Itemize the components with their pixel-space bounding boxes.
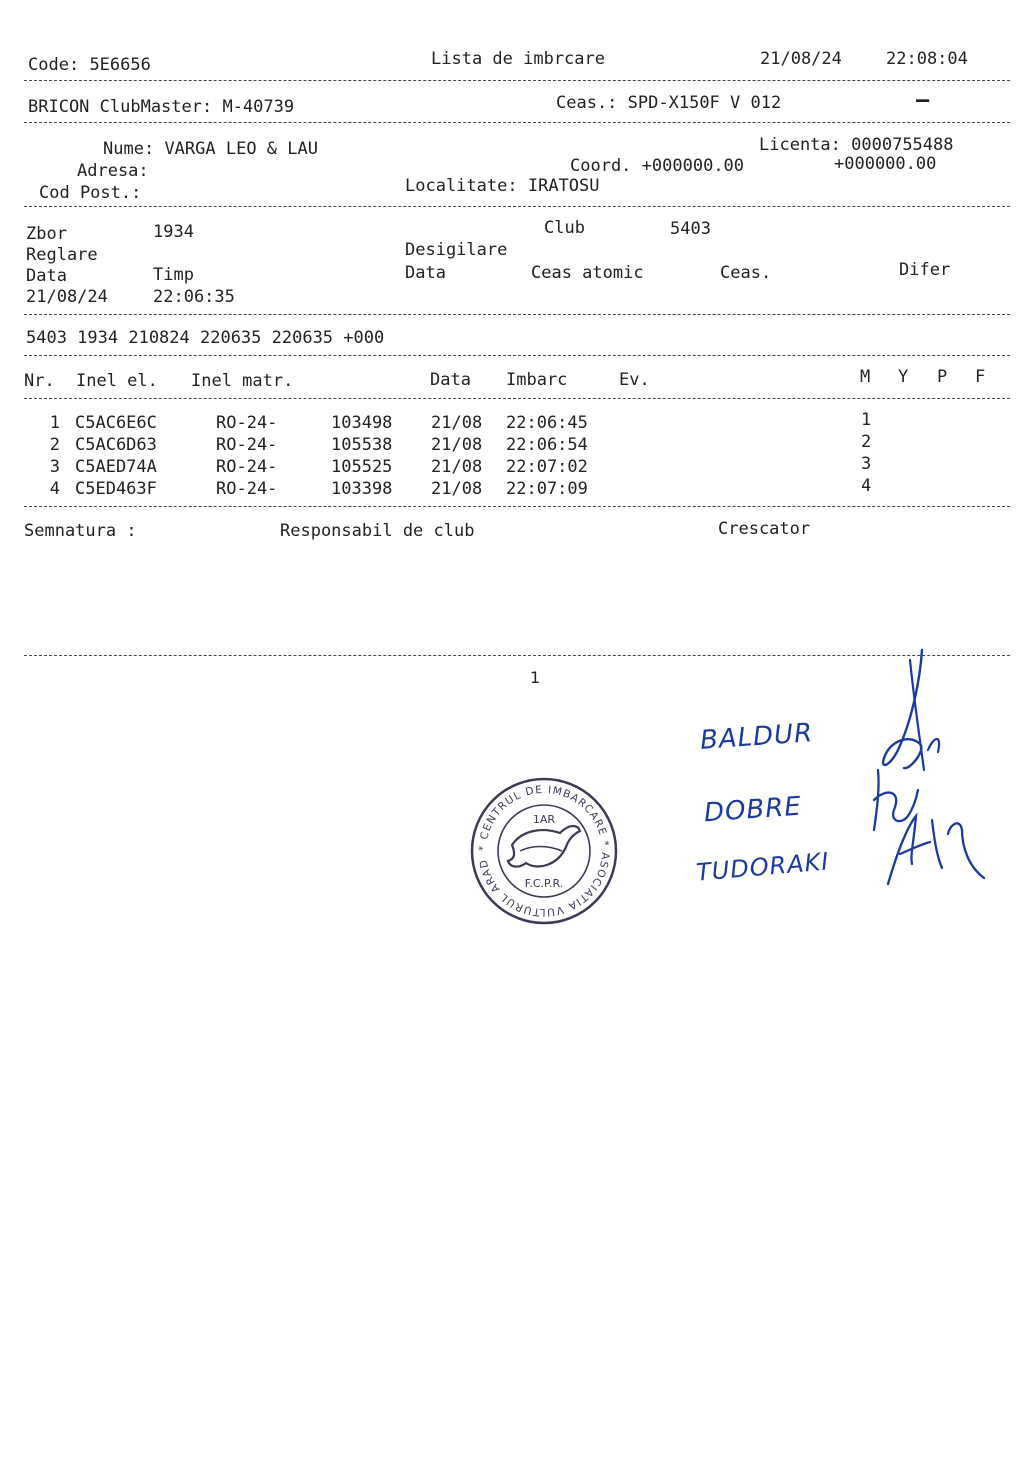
col-m: M	[860, 367, 871, 387]
row-m: 2	[861, 432, 872, 452]
difer-label: Difer	[899, 260, 951, 280]
signature-label: Semnatura :	[24, 521, 137, 541]
club-value: 5403	[670, 219, 711, 239]
row-nr: 1	[49, 413, 60, 433]
col-inel-el: Inel el.	[76, 371, 158, 391]
header-date: 21/08/24	[760, 49, 842, 69]
coord-y: +000000.00	[834, 154, 937, 174]
row-prefix: RO-24-	[216, 435, 278, 455]
code-label	[28, 57, 151, 74]
stamp-outer-textpath: * CENTRUL DE IMBARCARE * ASOCIATIA VULTURUL ARAD	[476, 783, 612, 919]
row-date: 21/08	[431, 413, 483, 433]
col-p: P	[937, 367, 948, 387]
pigeon-wing-icon	[520, 847, 562, 852]
separator	[24, 80, 1010, 81]
row-date: 21/08	[431, 479, 483, 499]
row-prefix: RO-24-	[216, 479, 278, 499]
license-label: Licenta:	[759, 135, 841, 155]
license	[759, 137, 954, 154]
document-title: Lista de imbrcare	[431, 49, 605, 69]
clock-label: Ceas.:	[556, 93, 618, 113]
locality	[405, 178, 600, 195]
row-nr: 2	[49, 435, 60, 455]
summary-line: 5403 1934 210824 220635 220635 +000	[26, 328, 385, 348]
locality-label: Localitate:	[405, 176, 518, 196]
zbor-value: 1934	[153, 222, 194, 242]
reglare-time: 22:06:35	[153, 287, 235, 307]
col-y: Y	[898, 367, 909, 387]
page-number: 1	[530, 668, 541, 687]
row-time: 22:06:54	[506, 435, 588, 455]
coord	[570, 158, 744, 175]
row-matr: 103498	[331, 413, 393, 433]
ceas-label: Ceas.	[720, 263, 772, 283]
handwritten-name-3: TUDORAKI	[695, 847, 831, 887]
separator	[24, 314, 1010, 315]
code-label-text: Code:	[28, 55, 80, 75]
row-date: 21/08	[431, 457, 483, 477]
row-date: 21/08	[431, 435, 483, 455]
locality-value: IRATOSU	[527, 176, 600, 196]
stamp-inner-bottom: F.C.P.R.	[524, 877, 564, 890]
row-prefix: RO-24-	[216, 413, 278, 433]
coord-label: Coord.	[570, 156, 632, 176]
desigilare-label: Desigilare	[405, 240, 508, 260]
row-prefix: RO-24-	[216, 457, 278, 477]
row-time: 22:07:02	[506, 457, 588, 477]
data-label-right: Data	[405, 263, 446, 283]
owner-name-label: Nume:	[103, 139, 155, 159]
row-m: 3	[861, 454, 872, 474]
separator	[24, 398, 1010, 399]
code-value: 5E6656	[89, 55, 151, 75]
postal-label: Cod Post.:	[39, 183, 142, 203]
row-matr: 103398	[331, 479, 393, 499]
separator	[24, 355, 1010, 356]
stamp-outer-text	[477, 784, 611, 918]
handwritten-signatures	[850, 640, 990, 900]
ceas-atomic-label: Ceas atomic	[531, 263, 644, 283]
stamp-inner-top: 1AR	[532, 813, 556, 826]
owner-name-value: VARGA LEO & LAU	[164, 139, 318, 159]
row-time: 22:07:09	[506, 479, 588, 499]
row-m: 4	[861, 476, 872, 496]
dash-mark: —	[916, 88, 930, 113]
handwritten-name-1: BALDUR	[699, 718, 815, 756]
col-inel-matr: Inel matr.	[191, 371, 294, 391]
zbor-label: Zbor	[26, 224, 67, 244]
header-time: 22:08:04	[886, 49, 968, 69]
timp-label: Timp	[153, 265, 194, 285]
license-value: 0000755488	[851, 135, 954, 155]
col-imbarc: Imbarc	[506, 370, 568, 390]
stamp-outer-ring	[472, 779, 616, 923]
row-inel-el: C5ED463F	[75, 479, 157, 499]
row-inel-el: C5AC6E6C	[75, 413, 157, 433]
club-label: Club	[544, 218, 585, 238]
row-matr: 105525	[331, 457, 393, 477]
separator	[24, 122, 1010, 123]
col-nr: Nr.	[24, 371, 55, 391]
row-matr: 105538	[331, 435, 393, 455]
row-m: 1	[861, 410, 872, 430]
row-time: 22:06:45	[506, 413, 588, 433]
col-f: F	[975, 367, 986, 387]
system-name: BRICON ClubMaster: M-40739	[28, 97, 295, 117]
address-label: Adresa:	[77, 161, 149, 181]
clock-info	[556, 95, 781, 112]
separator	[24, 506, 1010, 507]
reglare-date: 21/08/24	[26, 287, 108, 307]
row-inel-el: C5AED74A	[75, 457, 157, 477]
club-responsible-label: Responsabil de club	[280, 521, 475, 541]
col-data: Data	[430, 370, 471, 390]
row-inel-el: C5AC6D63	[75, 435, 157, 455]
coord-x: +000000.00	[641, 156, 745, 176]
owner-name	[103, 141, 318, 158]
row-nr: 4	[49, 479, 60, 499]
data-label: Data	[26, 266, 67, 286]
row-nr: 3	[49, 457, 60, 477]
club-stamp	[468, 775, 620, 927]
handwritten-name-2: DOBRE	[703, 791, 803, 829]
breeder-label: Crescator	[718, 519, 811, 539]
signature-3-icon	[888, 816, 984, 884]
signature-1b-icon	[910, 660, 939, 770]
col-ev: Ev.	[619, 370, 650, 390]
reglare-label: Reglare	[26, 245, 98, 265]
separator	[24, 206, 1010, 207]
clock-value: SPD-X150F V 012	[627, 93, 782, 113]
